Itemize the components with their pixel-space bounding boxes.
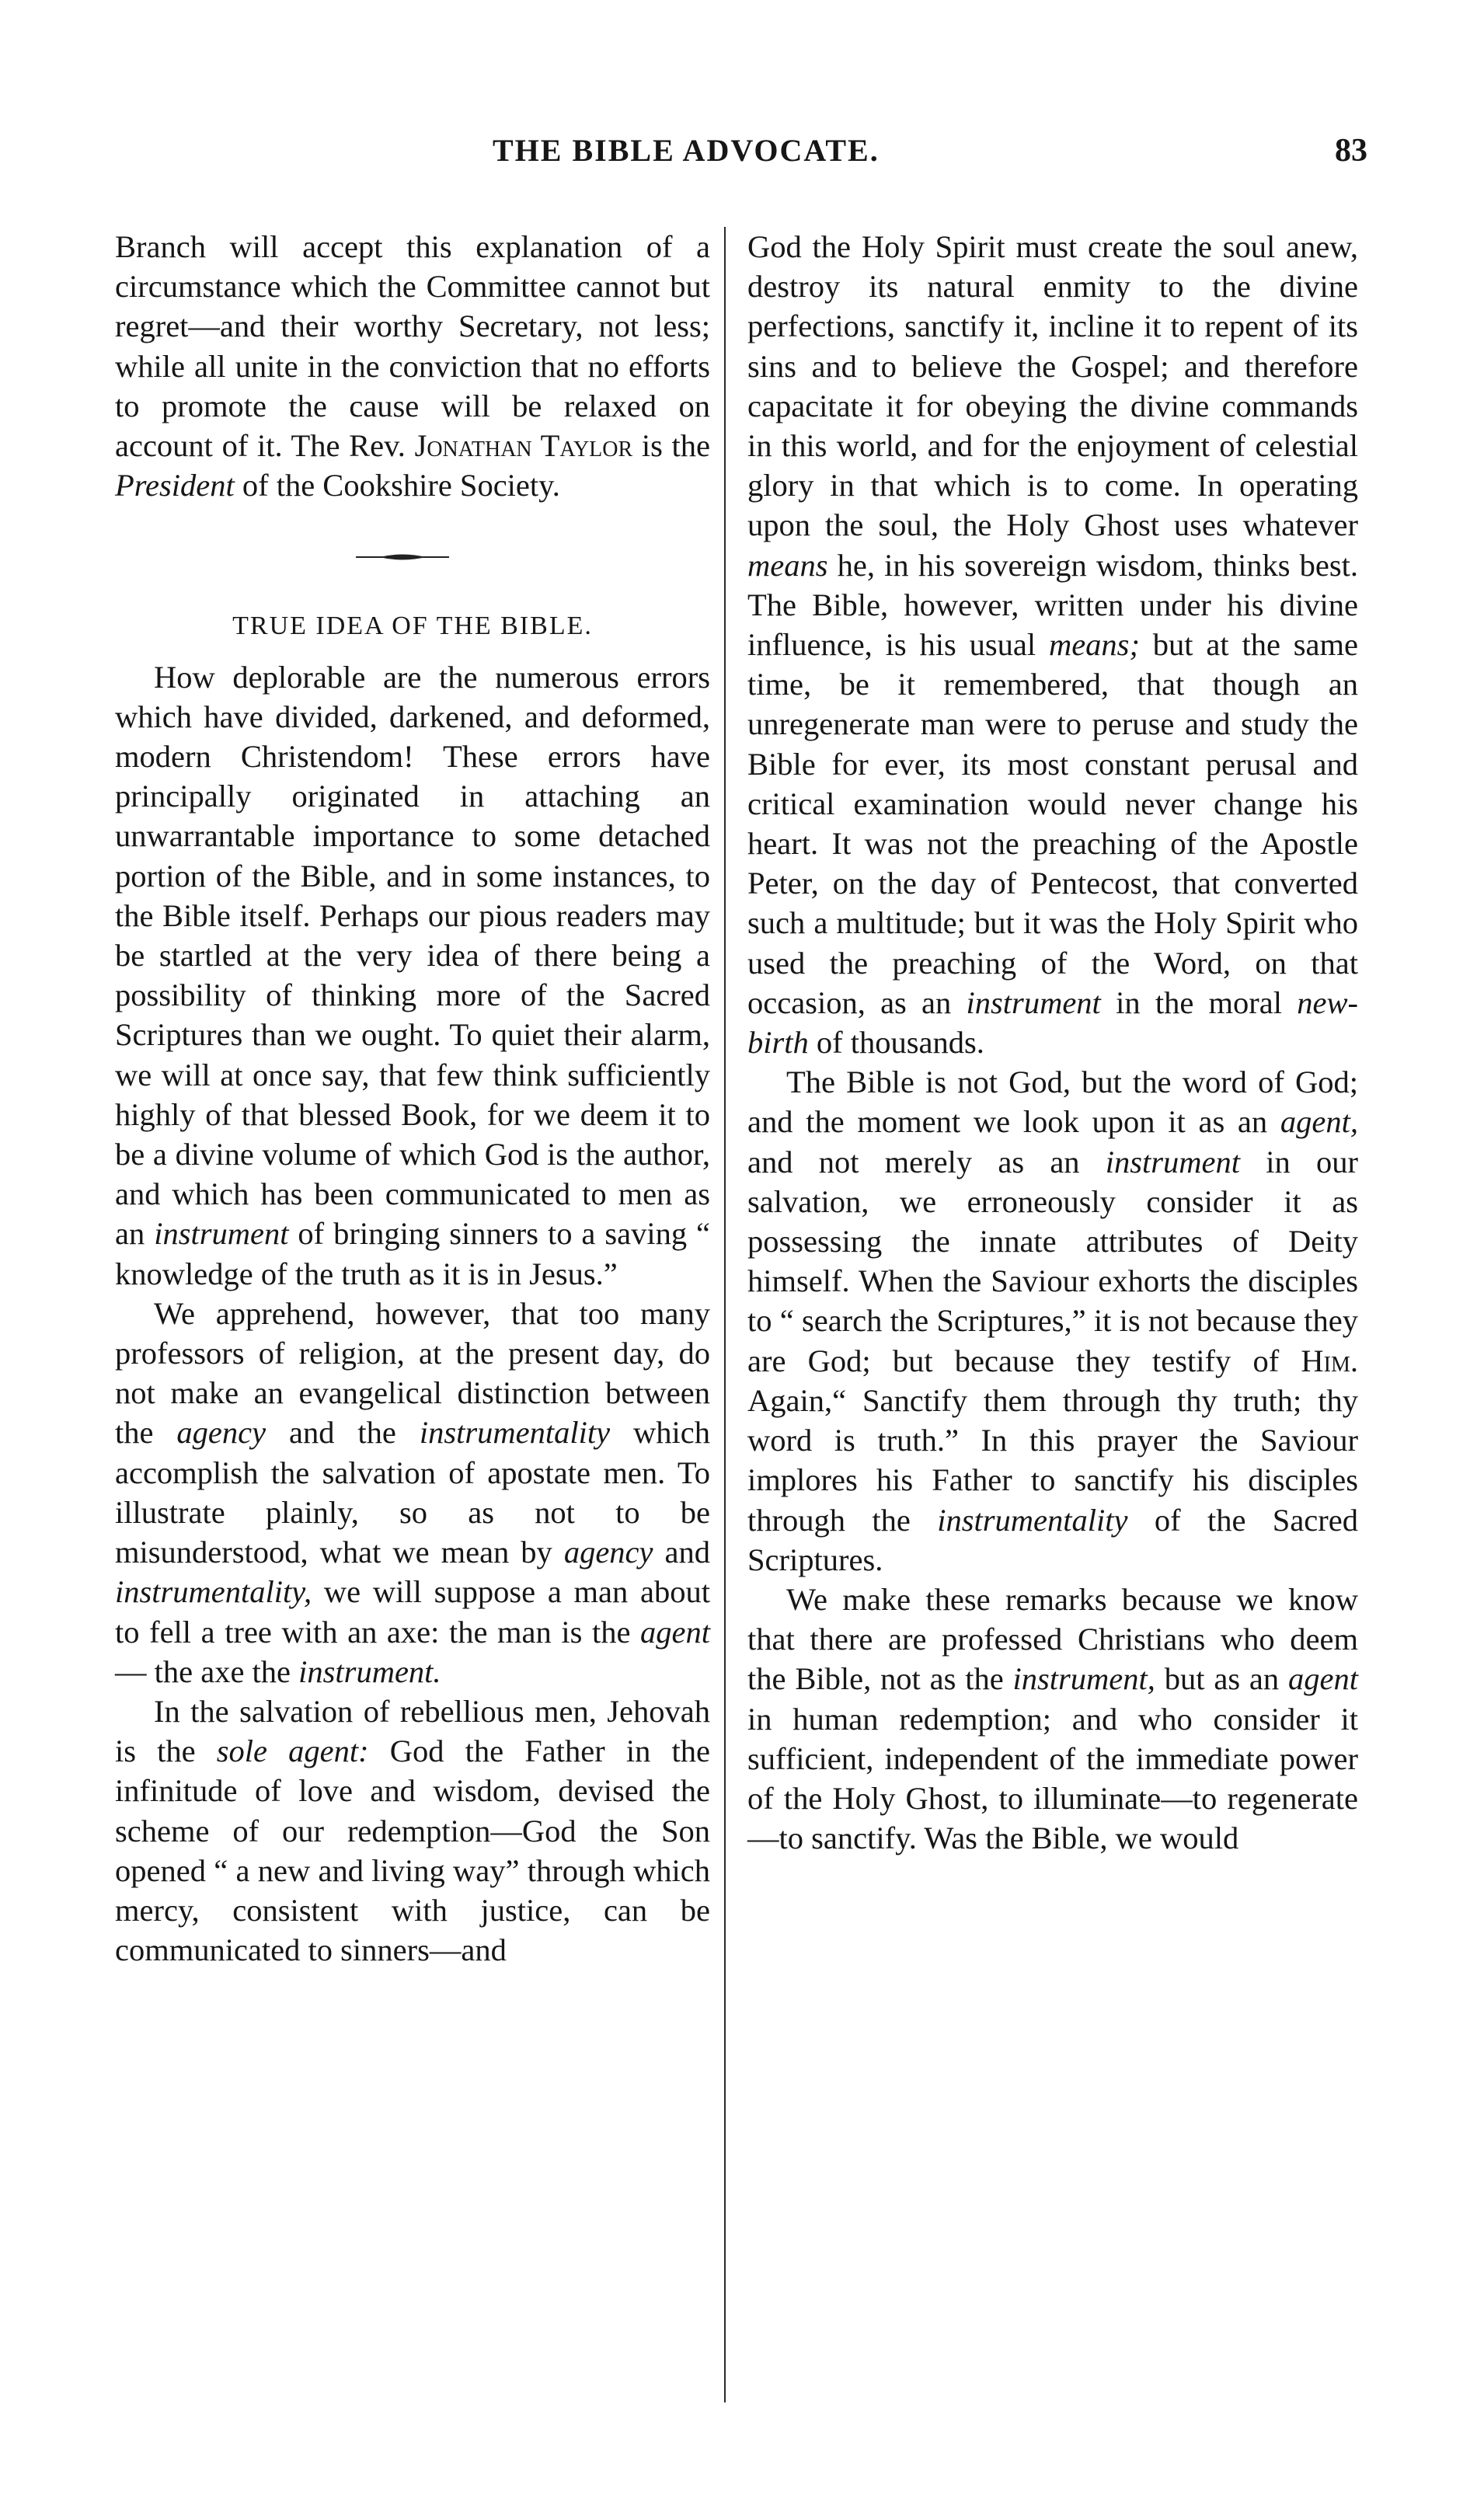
paragraph-bible-not-god: The Bible is not God, but the word of God; and the moment we look upon it as an agent, and not merely as an instrument in our salvation, we erroneously consider it as possessing the innate attributes of Deity himself. When the Saviour exhorts the disciples to “ search the Scriptures,” it is not because they are God; but because they testify of Him. Again,“ Sanctify them through thy truth; thy word is truth.” In this prayer the Saviour implores his Father to sanctify his disciples through the instrumentality of the Sacred Scriptures. (747, 1064, 1358, 1577)
left-column (115, 227, 710, 1970)
paragraph-holy-spirit: God the Holy Spirit must create the soul anew, destroy its natural enmity to the divine perfections, sanctify it, incline it to repent of its sins and to believe the Gospel; and therefore capacitate it for obeying the divine commands in this world, and for the enjoyment of celestial glory in that which is to come. In operating upon the soul, the Holy Ghost uses whatever means he, in his sovereign wisdom, thinks best. The Bible, however, written under his divine influence, is his usual means; but at the same time, be it remembered, that though an unregenerate man were to peruse and study the Bible for ever, its most constant perusal and critical examination would never change his heart. It was not the preaching of the Apostle Peter, on the day of Pentecost, that converted such a multitude; but it was the Holy Spirit who used the preaching of the Word, on that occasion, as an instrument in the moral new-birth of thousands. (747, 229, 1359, 1061)
running-head: THE BIBLE ADVOCATE. (493, 133, 880, 168)
column-divider (724, 227, 726, 2402)
section-ornament (115, 505, 710, 606)
ornament-rule-icon (356, 552, 449, 563)
paragraph-cookshire: Branch will accept this explanation of a circumstance which the Committee cannot but regret—and their worthy Secretary, not less; while all unite in the conviction that no efforts to promote the cause will be relaxed on account of it. The Rev. Jonathan Taylor is the President of the Cookshire Society. (115, 229, 710, 503)
paragraph-agency-instrumentality: We apprehend, however, that too many professors of religion, at the present day, do not make an evangelical distinction between the agency and the instrumentality which accomplish the salvation of apostate men. To illustrate plainly, so as not to be misunderstood, what we mean by agency and instrumentality, we will suppose a man about to fell a tree with an axe: the man is the agent— the axe the instrument. (115, 1295, 710, 1689)
him-smallcaps: Him (1301, 1343, 1350, 1378)
section-title: TRUE IDEA OF THE BIBLE. (232, 611, 593, 641)
page-header (121, 132, 1367, 179)
paragraph-salvation: In the salvation of rebellious men, Jehovah is the sole agent: God the Father in the infinitude of love and wisdom, devised the scheme of our redemption—God the Son opened “ a new and living way” through which mercy, consistent with justice, can be communicated to sinners—and (115, 1693, 710, 1968)
paragraph-remarks: We make these remarks because we know that there are professed Christians who deem the Bible, not as the instrument, but as an agent in human redemption; and who consider it sufficient, independent of the immediate power of the Holy Ghost, to illuminate—to regenerate—to sanctify. Was the Bible, we would (747, 1581, 1358, 1856)
page-number: 83 (1335, 133, 1367, 169)
person-name: Jonathan Taylor (414, 428, 633, 464)
right-column (747, 227, 1358, 1858)
paragraph-deplorable-errors: How deplorable are the numerous errors which have divided, darkened, and deformed, modern Christendom! These errors have principally originated in attaching an unwarrantable importance to some detached portion of the Bible, and in some instances, to the Bible itself. Perhaps our pious readers may be startled at the very idea of there being a possibility of thinking more of the Sacred Scriptures than we ought. To quiet their alarm, we will at once say, that few think sufficiently highly of that blessed Book, for we deem it to be a divine volume of which God is the author, and which has been communicated to men as an instrument of bringing sinners to a saving “ knowledge of the truth as it is in Jesus.” (115, 659, 710, 1291)
